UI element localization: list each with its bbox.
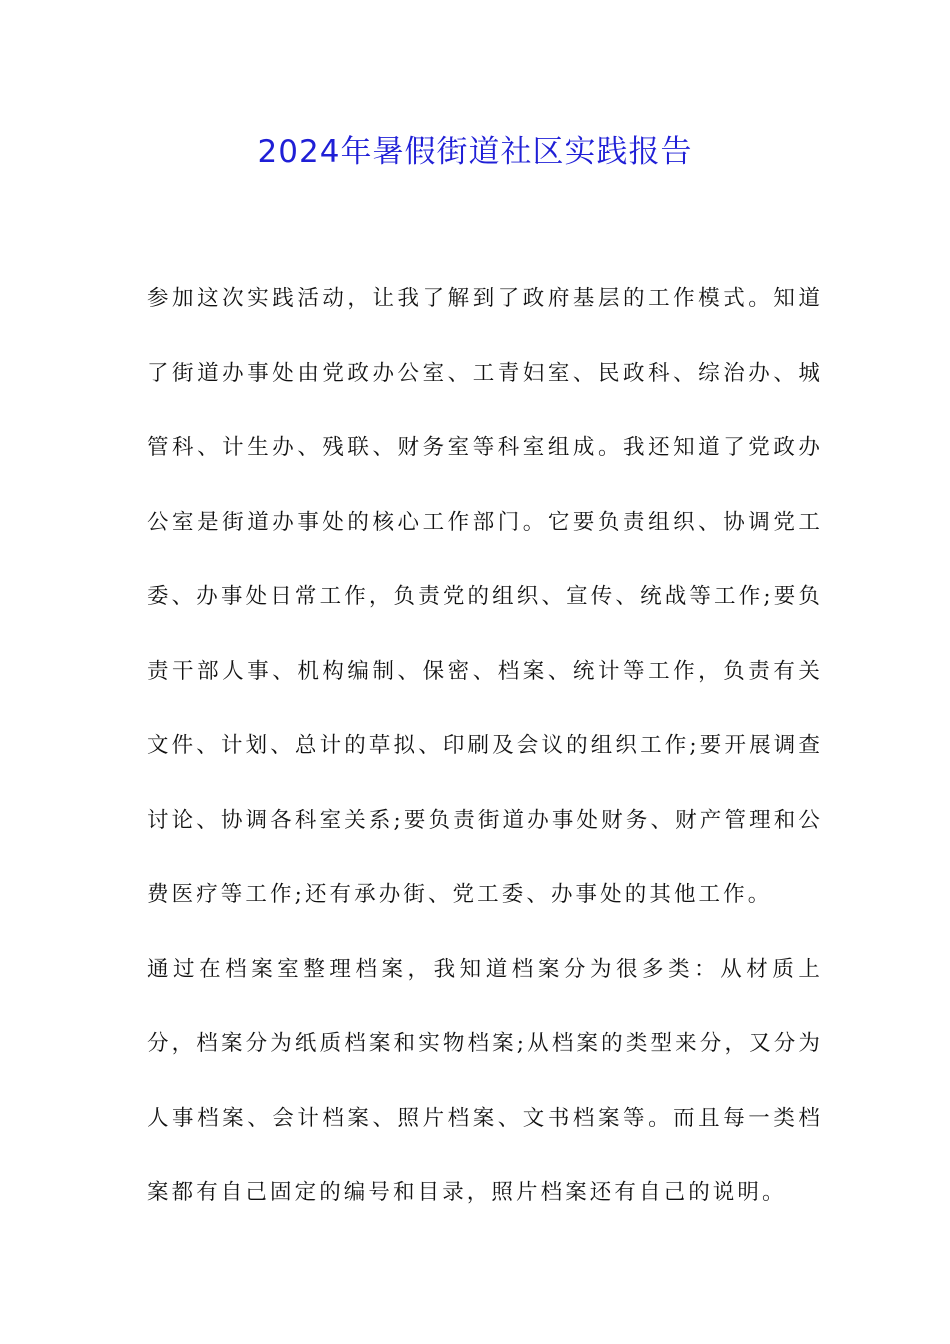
paragraph-1: 参加这次实践活动，让我了解到了政府基层的工作模式。知道了街道办事处由党政办公室、工青妇室、民政科、综治办、城管科、计生办、残联、财务室等科室组成。我还知道了党政办公室是街道办事处的核心工作部门。它要负责组织、协调党工委、办事处日常工作，负责党的组织、宣传、统战等工作;要负责干部人事、机构编制、保密、档案、统计等工作，负责有关文件、计划、总计的草拟、印刷及会议的组织工作;要开展调查讨论、协调各科室关系;要负责街道办事处财务、财产管理和公费医疗等工作;还有承办街、党工委、办事处的其他工作。 <box>147 286 823 907</box>
page-title: 2024年暑假街道社区实践报告 <box>257 134 693 170</box>
report-body <box>147 262 823 1231</box>
paragraph-2: 通过在档案室整理档案，我知道档案分为很多类：从材质上分，档案分为纸质档案和实物档案;从档案的类型来分，又分为人事档案、会计档案、照片档案、文书档案等。而且每一类档案都有自己固定的编号和目录，照片档案还有自己的说明。 <box>147 956 823 1205</box>
